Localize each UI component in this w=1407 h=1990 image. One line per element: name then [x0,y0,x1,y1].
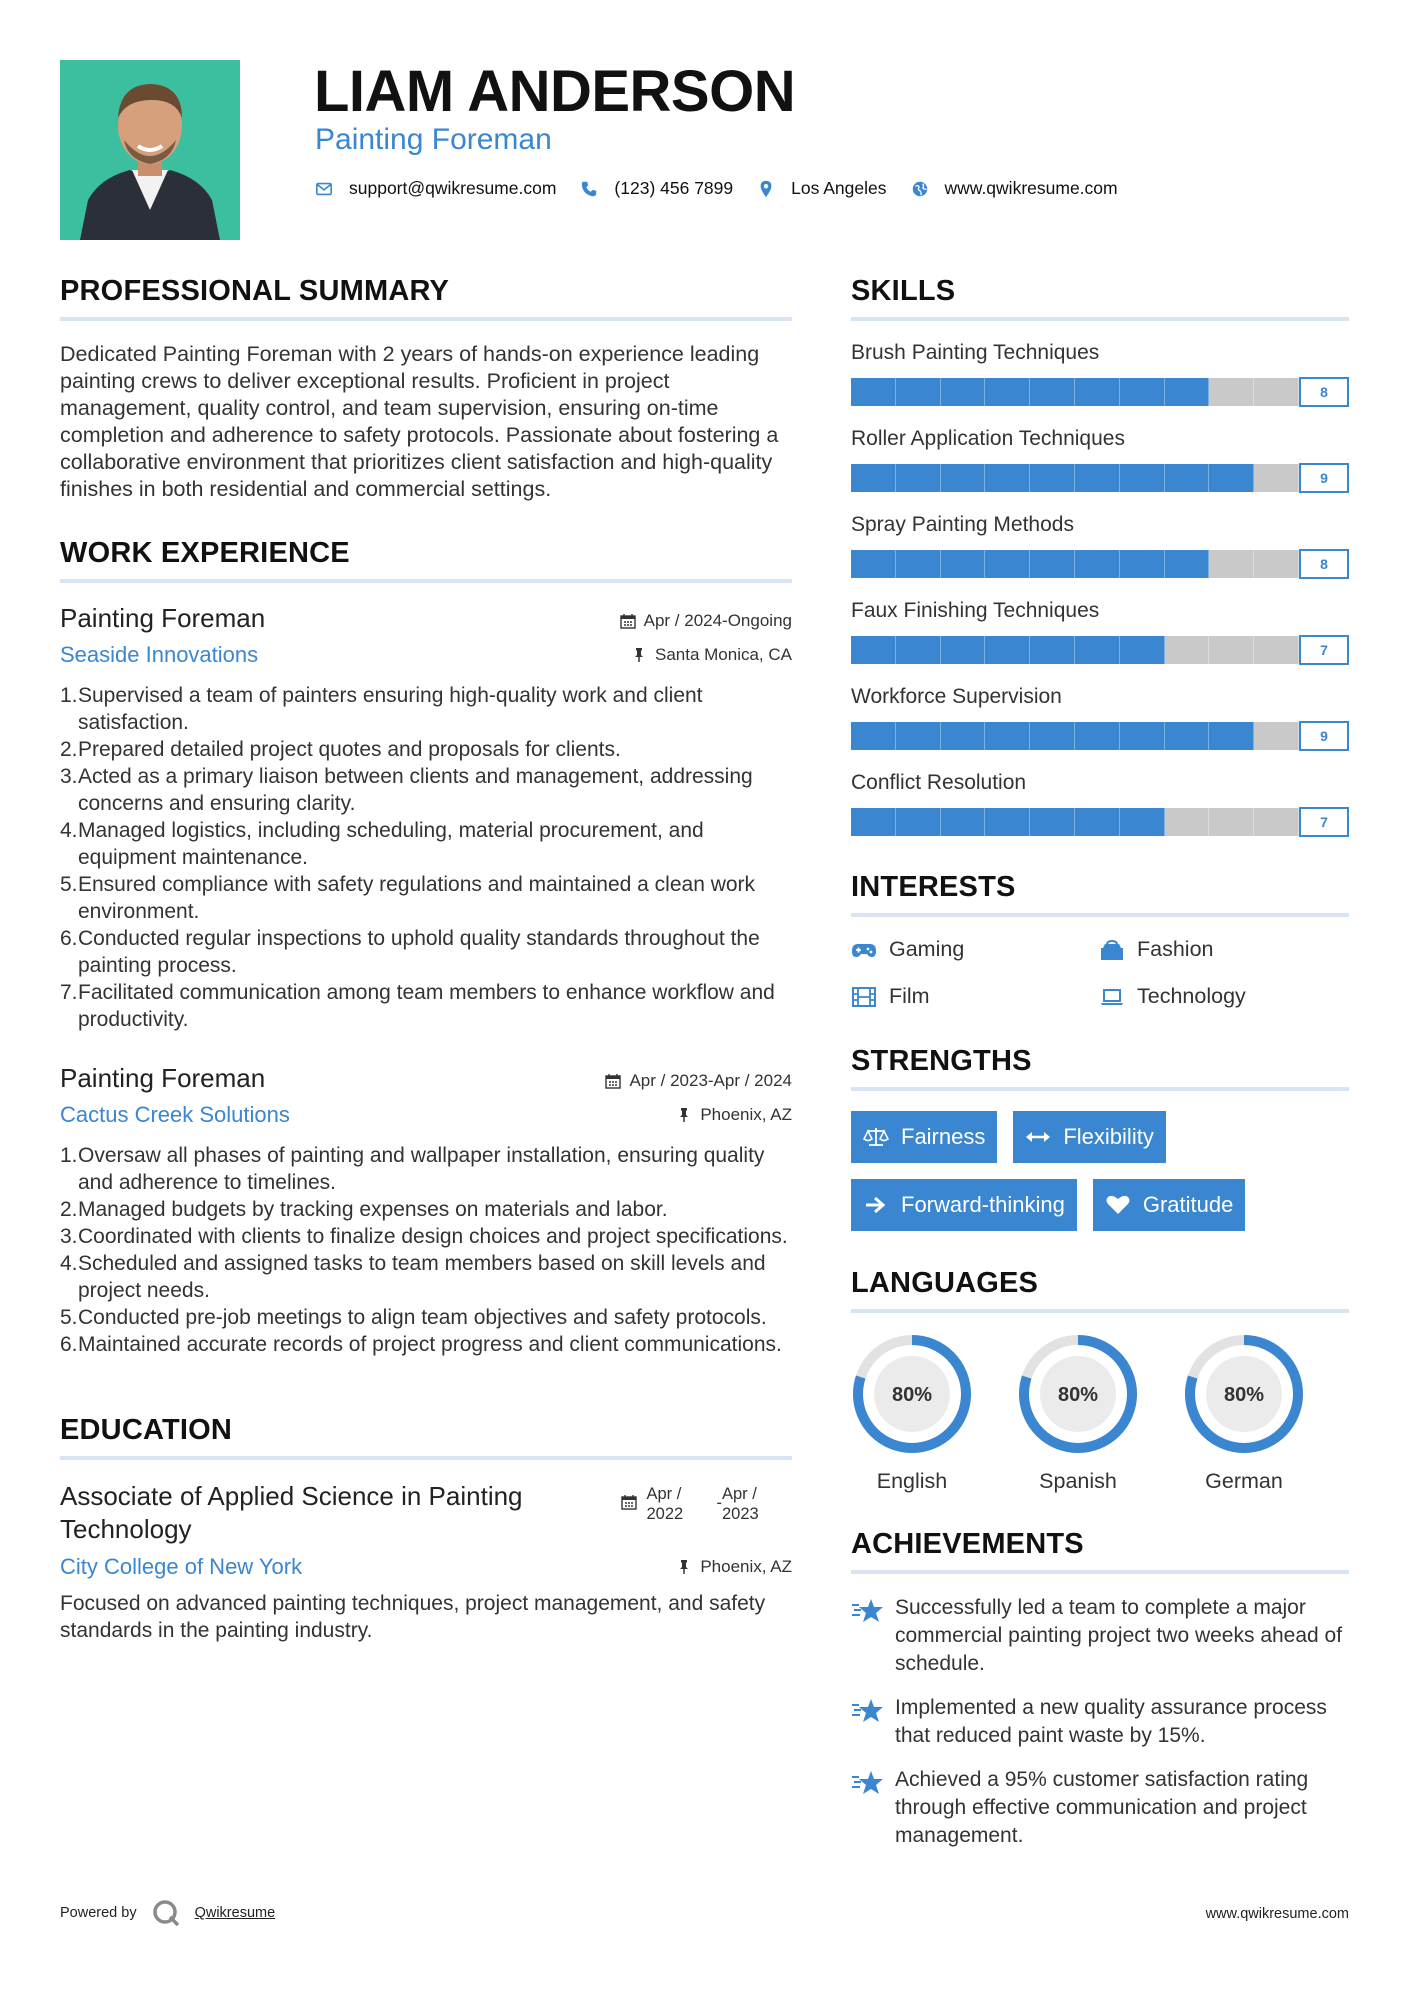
strength-tag [851,1111,997,1163]
language-percent: 80% [891,1384,933,1406]
interests-heading: INTERESTS [851,871,1349,917]
calendar-icon [620,613,636,629]
map-marker-icon [757,180,775,198]
skill-bar [851,721,1349,751]
skill-bar [851,463,1349,493]
summary-text: Dedicated Painting Foreman with 2 years of hands-on experience leading painting crews to deliver exceptional results. Proficient in project management, quality control, and team supervision, ensuring on-time completion and adherence to safety protocols. Passionate about fostering a collaborative environment that prioritizes client satisfaction and high-quality finishes in both residential and commercial settings. [60,342,779,501]
strengths-tags [851,1111,1349,1231]
job-dates-text: Apr / 2023-Apr / 2024 [629,1071,792,1090]
powered-by-text: Powered by [60,1905,137,1921]
skill-level-badge: 9 [1299,721,1349,751]
language-name: English [876,1469,948,1493]
qwikresume-logo-icon [151,1898,181,1928]
languages-list [851,1333,1349,1494]
skill-bar-track [851,378,1299,406]
pushpin-icon [631,647,647,663]
job-role: Painting Foreman [60,1063,266,1093]
skill-name: Workforce Supervision [851,685,1062,708]
skill-bar [851,549,1349,579]
strength-label: Flexibility [1063,1124,1154,1149]
pushpin-icon [676,1559,692,1575]
skill-bar-track [851,722,1299,750]
skill-item [851,685,1349,751]
list-item-text: Maintained accurate records of project progress and client communications. [78,1333,782,1356]
achievement-text: Achieved a 95% customer satisfaction rating through effective communication and project management. [895,1768,1309,1847]
contact-email[interactable] [315,178,556,199]
phone-icon [580,180,598,198]
skill-bar-track [851,808,1299,836]
skill-name: Roller Application Techniques [851,427,1125,450]
skill-item [851,513,1349,579]
skill-level-badge: 7 [1299,635,1349,665]
strength-tag [1093,1179,1246,1231]
skill-name: Faux Finishing Techniques [851,599,1100,622]
education-school: City College of New York [60,1554,303,1579]
language-item [1017,1333,1139,1494]
language-ring [851,1333,973,1455]
candidate-title: Painting Foreman [315,123,552,156]
job-company: Seaside Innovations [60,642,259,667]
language-item [1183,1333,1305,1494]
achievement-item [851,1694,1349,1750]
job-location [676,1105,792,1125]
strength-label: Gratitude [1142,1192,1234,1217]
list-item-text: Conducted pre-job meetings to align team objectives and safety protocols. [78,1306,767,1329]
education-degree: Associate of Applied Science in Painting Technology [60,1481,523,1544]
list-item: 6. Maintained accurate records of project progress and client communications. [60,1333,782,1356]
calendar-icon [621,1494,637,1510]
interest-item [851,937,1099,962]
star-trophy-icon [851,1768,885,1798]
skills-heading: SKILLS [851,275,1349,321]
list-item-text: Prepared detailed project quotes and proposals for clients. [78,738,621,761]
job-dates [605,1071,792,1091]
list-item: 4. Managed logistics, including scheduling, material procurement, and equipment maintenance. [60,817,792,871]
skill-item [851,771,1349,837]
laptop-icon [1099,986,1125,1008]
education-location [676,1557,792,1577]
strength-label: Fairness [901,1124,986,1149]
calendar-icon [605,1073,621,1089]
achievement-text: Successfully led a team to complete a major commercial painting project two weeks ahead of schedule. [895,1596,1343,1675]
achievement-item [851,1594,1349,1678]
skill-bar-track [851,464,1299,492]
list-item-text: Coordinated with clients to finalize design choices and project specifications. [78,1225,788,1248]
interest-item [851,984,1099,1009]
skill-level-badge: 9 [1299,463,1349,493]
job-dates [620,611,792,631]
language-name: Spanish [1039,1469,1117,1493]
list-item: 6. Conducted regular inspections to uphold quality standards throughout the painting process. [60,925,792,979]
skill-item [851,599,1349,665]
interests-grid [851,937,1349,1009]
footer-website[interactable]: www.qwikresume.com [1205,1906,1349,1922]
interest-label: Gaming [889,937,965,961]
brand-link[interactable]: Qwikresume [194,1905,276,1921]
list-item-text: Ensured compliance with safety regulations and maintained a clean work environment. [78,873,756,923]
contact-email-text: support@qwikresume.com [349,178,557,198]
job-role: Painting Foreman [60,603,266,633]
star-trophy-icon [851,1596,885,1626]
education-heading: EDUCATION [60,1414,792,1460]
job-entry [60,603,792,1033]
skill-bar [851,377,1349,407]
education-description: Focused on advanced painting techniques, project management, and safety standards in the painting industry. [60,1592,766,1642]
shopping-bag-icon [1099,939,1125,961]
globe-icon [911,180,929,198]
list-item-text: Scheduled and assigned tasks to team members based on skill levels and project needs. [78,1252,766,1302]
gamepad-icon [851,939,877,961]
list-item-text: Managed budgets by tracking expenses on materials and labor. [78,1198,668,1221]
interest-label: Film [889,984,930,1008]
list-item: 1. Supervised a team of painters ensuring high-quality work and client satisfaction. [60,682,792,736]
list-item: 2. Prepared detailed project quotes and proposals for clients. [60,738,621,761]
strength-tag [1013,1111,1165,1163]
strength-tag [851,1179,1077,1231]
skill-name: Brush Painting Techniques [851,341,1100,364]
list-item-text: Conducted regular inspections to uphold quality standards throughout the painting process. [78,927,760,977]
list-item: 5. Ensured compliance with safety regulations and maintained a clean work environment. [60,871,792,925]
experience-heading: WORK EXPERIENCE [60,537,792,583]
film-icon [851,986,877,1008]
candidate-name: LIAM ANDERSON [314,59,796,124]
achievement-text: Implemented a new quality assurance process that reduced paint waste by 15%. [895,1696,1327,1747]
strengths-heading: STRENGTHS [851,1045,1349,1091]
job-location-text: Santa Monica, CA [654,645,792,664]
skill-name: Conflict Resolution [851,771,1027,794]
education-location-text: Phoenix, AZ [700,1557,792,1576]
language-ring [1183,1333,1305,1455]
footer-powered-by [60,1898,275,1928]
achievements-list [851,1594,1349,1850]
language-percent: 80% [1223,1384,1265,1406]
language-item [851,1333,973,1494]
skill-item [851,341,1349,407]
skill-bar-track [851,550,1299,578]
job-entry [60,1063,792,1358]
heart-icon [1105,1194,1131,1216]
education-start: Apr / 2022 [646,1485,684,1523]
skill-item [851,427,1349,493]
skill-name: Spray Painting Methods [851,513,1074,536]
pushpin-icon [676,1107,692,1123]
job-location [631,645,792,665]
job-company: Cactus Creek Solutions [60,1102,290,1127]
contact-website[interactable] [911,178,1118,199]
summary-heading: PROFESSIONAL SUMMARY [60,275,792,321]
contact-website-text: www.qwikresume.com [944,178,1118,198]
star-trophy-icon [851,1696,885,1726]
balance-scale-icon [863,1126,889,1148]
skills-list [851,341,1349,837]
arrows-h-icon [1025,1126,1051,1148]
education-end: Apr / 2023 [722,1485,759,1523]
list-item-text: Supervised a team of painters ensuring high-quality work and client satisfaction. [78,684,703,734]
interest-label: Fashion [1137,937,1214,961]
job-location-text: Phoenix, AZ [700,1105,792,1124]
interest-label: Technology [1137,984,1246,1008]
strength-label: Forward-thinking [901,1192,1065,1217]
list-item: 3. Coordinated with clients to finalize design choices and project specifications. [60,1225,788,1248]
list-item: 5. Conducted pre-job meetings to align team objectives and safety protocols. [60,1306,767,1329]
language-percent: 80% [1057,1384,1099,1406]
achievement-item [851,1766,1349,1850]
contact-location-text: Los Angeles [791,178,887,198]
interest-item [1099,937,1349,962]
language-ring [1017,1333,1139,1455]
list-item-text: Managed logistics, including scheduling, material procurement, and equipment maintenance. [78,819,704,869]
list-item: 1. Oversaw all phases of painting and wallpaper installation, ensuring quality and adherence to timelines. [60,1142,792,1196]
skill-level-badge: 7 [1299,807,1349,837]
interest-item [1099,984,1349,1009]
list-item: 7. Facilitated communication among team members to enhance workflow and productivity. [60,979,792,1033]
envelope-icon [315,180,333,198]
list-item-text: Oversaw all phases of painting and wallpaper installation, ensuring quality and adherence to timelines. [78,1144,765,1194]
education-end-dash: - [716,1494,722,1512]
right-column [851,275,1349,1866]
job-duties-list [60,682,792,1033]
job-duties-list [60,1142,792,1358]
contact-phone-text: (123) 456 7899 [614,178,734,198]
skill-level-badge: 8 [1299,377,1349,407]
list-item: 4. Scheduled and assigned tasks to team members based on skill levels and project needs. [60,1250,792,1304]
languages-heading: LANGUAGES [851,1267,1349,1313]
skill-bar-track [851,636,1299,664]
contact-phone[interactable] [580,178,733,199]
achievements-heading: ACHIEVEMENTS [851,1528,1349,1574]
language-name: German [1205,1469,1283,1493]
skill-bar [851,635,1349,665]
contact-bar [315,178,1142,199]
job-dates-text: Apr / 2024-Ongoing [643,611,792,630]
list-item-text: Acted as a primary liaison between clients and management, addressing concerns and ensuring clarity. [78,765,753,815]
education-dates [621,1484,793,1524]
list-item: 3. Acted as a primary liaison between clients and management, addressing concerns and ensuring clarity. [60,763,792,817]
profile-photo [60,60,240,240]
skill-level-badge: 8 [1299,549,1349,579]
left-column [60,275,792,1644]
contact-location [757,178,886,199]
list-item: 2. Managed budgets by tracking expenses on materials and labor. [60,1198,668,1221]
skill-bar [851,807,1349,837]
arrow-right-icon [863,1194,889,1216]
person-photo-icon [60,60,240,240]
list-item-text: Facilitated communication among team members to enhance workflow and productivity. [78,981,775,1031]
